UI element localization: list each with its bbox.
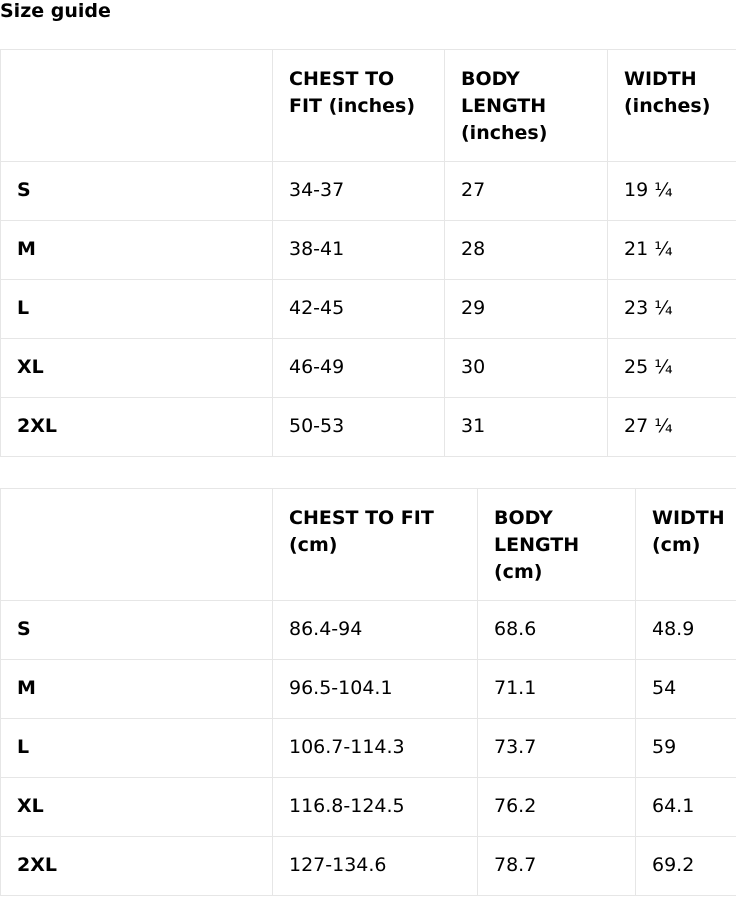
table-row — [1, 339, 736, 398]
header-cell-body-length: BODY LENGTH (inches) — [445, 50, 608, 162]
table-row — [1, 719, 736, 778]
size-table-inches — [0, 49, 736, 457]
header-cell-chest: CHEST TO FIT (inches) — [273, 50, 445, 162]
chest-cell: 86.4-94 — [273, 601, 478, 660]
table-row — [1, 601, 736, 660]
chest-cell: 127-134.6 — [273, 837, 478, 896]
size-cell: S — [1, 162, 273, 221]
page-title: Size guide — [0, 0, 111, 22]
chest-cell: 46-49 — [273, 339, 445, 398]
body-length-cell: 76.2 — [478, 778, 636, 837]
width-cell: 59 — [636, 719, 736, 778]
header-cell-width: WIDTH (inches) — [608, 50, 736, 162]
width-cell: 48.9 — [636, 601, 736, 660]
body-length-cell: 31 — [445, 398, 608, 457]
chest-cell: 42-45 — [273, 280, 445, 339]
size-cell: XL — [1, 339, 273, 398]
chest-cell: 116.8-124.5 — [273, 778, 478, 837]
header-cell-width: WIDTH (cm) — [636, 489, 736, 601]
table-row — [1, 398, 736, 457]
width-cell: 21 ¼ — [608, 221, 736, 280]
table-row — [1, 280, 736, 339]
width-cell: 23 ¼ — [608, 280, 736, 339]
table-row — [1, 837, 736, 896]
table-row — [1, 221, 736, 280]
size-cell: M — [1, 221, 273, 280]
table-row — [1, 162, 736, 221]
header-cell-body-length: BODY LENGTH (cm) — [478, 489, 636, 601]
width-cell: 69.2 — [636, 837, 736, 896]
header-cell-chest: CHEST TO FIT (cm) — [273, 489, 478, 601]
body-length-cell: 71.1 — [478, 660, 636, 719]
chest-cell: 38-41 — [273, 221, 445, 280]
size-cell: 2XL — [1, 398, 273, 457]
size-cell: 2XL — [1, 837, 273, 896]
size-cell: XL — [1, 778, 273, 837]
size-cell: M — [1, 660, 273, 719]
width-cell: 27 ¼ — [608, 398, 736, 457]
body-length-cell: 28 — [445, 221, 608, 280]
body-length-cell: 30 — [445, 339, 608, 398]
chest-cell: 106.7-114.3 — [273, 719, 478, 778]
header-cell-empty — [1, 489, 273, 601]
width-cell: 54 — [636, 660, 736, 719]
width-cell: 19 ¼ — [608, 162, 736, 221]
size-cell: L — [1, 280, 273, 339]
width-cell: 64.1 — [636, 778, 736, 837]
table-row — [1, 660, 736, 719]
size-table-cm — [0, 488, 736, 896]
chest-cell: 96.5-104.1 — [273, 660, 478, 719]
body-length-cell: 27 — [445, 162, 608, 221]
size-cell: L — [1, 719, 273, 778]
body-length-cell: 73.7 — [478, 719, 636, 778]
chest-cell: 34-37 — [273, 162, 445, 221]
body-length-cell: 78.7 — [478, 837, 636, 896]
body-length-cell: 68.6 — [478, 601, 636, 660]
size-cell: S — [1, 601, 273, 660]
body-length-cell: 29 — [445, 280, 608, 339]
header-cell-empty — [1, 50, 273, 162]
table-row — [1, 778, 736, 837]
table-header-row — [1, 50, 736, 162]
width-cell: 25 ¼ — [608, 339, 736, 398]
table-header-row — [1, 489, 736, 601]
chest-cell: 50-53 — [273, 398, 445, 457]
